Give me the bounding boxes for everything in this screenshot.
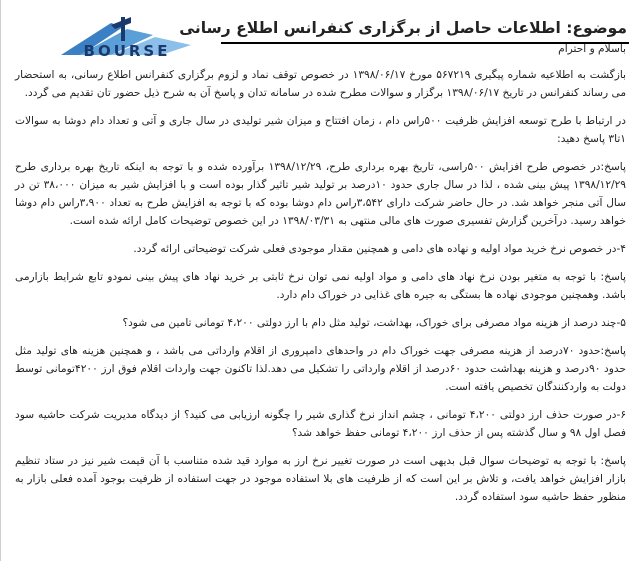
question-6: ۶-در صورت حذف ارز دولتی ۴،۲۰۰ تومانی ، چشم انداز نرخ گذاری شیر را چگونه ارزیابی می کنید؟ از دیدگاه مدیریت شرکت حاشیه سود فصل اول ۹۸ و سال گذشته پس از حذف ارز ۴،۲۰۰ تومانی حفظ خواهد شد؟ bbox=[15, 409, 627, 439]
answer-5: پاسخ:حدود ۷۰درصد از هزینه مصرفی جهت خوراک دام در واحدهای دامپروری از اقلام وارداتی می باشد ، و همچنین هزینه های تولید مثل حدود ۹۰درصد و هزینه بهداشت حدود ۶۰درصد از اقلام وارداتی را تشکیل می دهد.لذا تاکنون جهت واردات اقلام فوق ارز ۴۲۰۰تومانی توسط دولت به واردکنندگان تخصیص یافته است. bbox=[15, 345, 626, 393]
answer-6: پاسخ: با توجه به توضیحات سوال قبل بدیهی است در صورت تغییر نرخ ارز به موارد قید شده متناسب با آن قیمت شیر نیز در ستاد تنظیم بازار افزایش خواهد یافت، و تلاش بر این است که از ظرفیت های بلا استفاده موجود در جهت استفاده از ظرفیت بوجود آمده فعلی بازار به منظور حفظ حاشیه سود استفاده گردد. bbox=[15, 455, 626, 503]
question-5: ۵-چند درصد از هزینه مواد مصرفی برای خوراک، بهداشت، تولید مثل دام با ارز دولتی ۴،۲۰۰ تومانی تامین می شود؟ bbox=[122, 317, 626, 329]
answer-1-3: پاسخ:در خصوص طرح افزایش ۵۰۰راسی، تاریخ بهره برداری طرح، ۱۳۹۸/۱۲/۲۹ برآورده شده و با توجه به اینکه تاریخ بهره برداری طرح ۱۳۹۸/۱۲/۲۹ پیش بینی شده ، لذا در سال جاری حدود ۱۰درصد بر تولید شیر تاثیر گذار بوده است و با افزایش شیر به میزان ۳۸،۰۰۰ تن در سال آتی منجر خواهد شد. در حال حاضر شرکت دارای ۳،۵۴۲راس دام دوشا بوده که با توجه به افزایش طرح به تعداد ۳،۹۰۰راس دام دوشا خواهد رسید. درآخرین گزارش تفسیری صورت های مالی منتهی به ۱۳۹۸/۰۳/۳۱ در این خصوص توضیحات کامل ارائه شده است. bbox=[15, 161, 626, 227]
intro-paragraph: بازگشت به اطلاعیه شماره پیگیری ۵۶۷۲۱۹ مورخ ۱۳۹۸/۰۶/۱۷ در خصوص توقف نماد و لزوم برگزاری کنفرانس اطلاع رسانی، به استحضار می رساند کنفرانس در تاریخ ۱۳۹۸/۰۶/۱۷ برگزار و سوالات مطرح شده در سامانه تدان و پاسخ آن به شرح ذیل حضور تان تقدیم می گردد. bbox=[15, 69, 626, 99]
question-1-3: در ارتباط با طرح توسعه افزایش ظرفیت ۵۰۰راس دام ، زمان افتتاح و میزان شیر تولیدی در سال جاری و آتی و تعداد دام دوشا به سوالات ۱تا۳ پاسخ دهید: bbox=[15, 115, 626, 145]
logo-text: BOURSE bbox=[83, 42, 171, 60]
document-title: موضوع: اطلاعات حاصل از برگزاری کنفرانس اطلاع رسانی bbox=[179, 19, 627, 37]
answer-4: پاسخ: با توجه به متغیر بودن نرخ نهاد های دامی و مواد اولیه نمی توان نرخ ثابتی بر خرید نهاد های پیش بینی نمودو تابع شرایط بازارمی باشد. وهمچنین موجودی نهاده ها بستگی به جیره های غذایی در خوراک دام دارد. bbox=[15, 271, 626, 301]
greeting: باسلام و احترام bbox=[558, 43, 626, 55]
question-4: ۴-در خصوص نرخ خرید مواد اولیه و نهاده های دامی و همچنین مقدار موجودی فعلی شرکت توضیحاتی ارائه گردد. bbox=[133, 243, 626, 255]
